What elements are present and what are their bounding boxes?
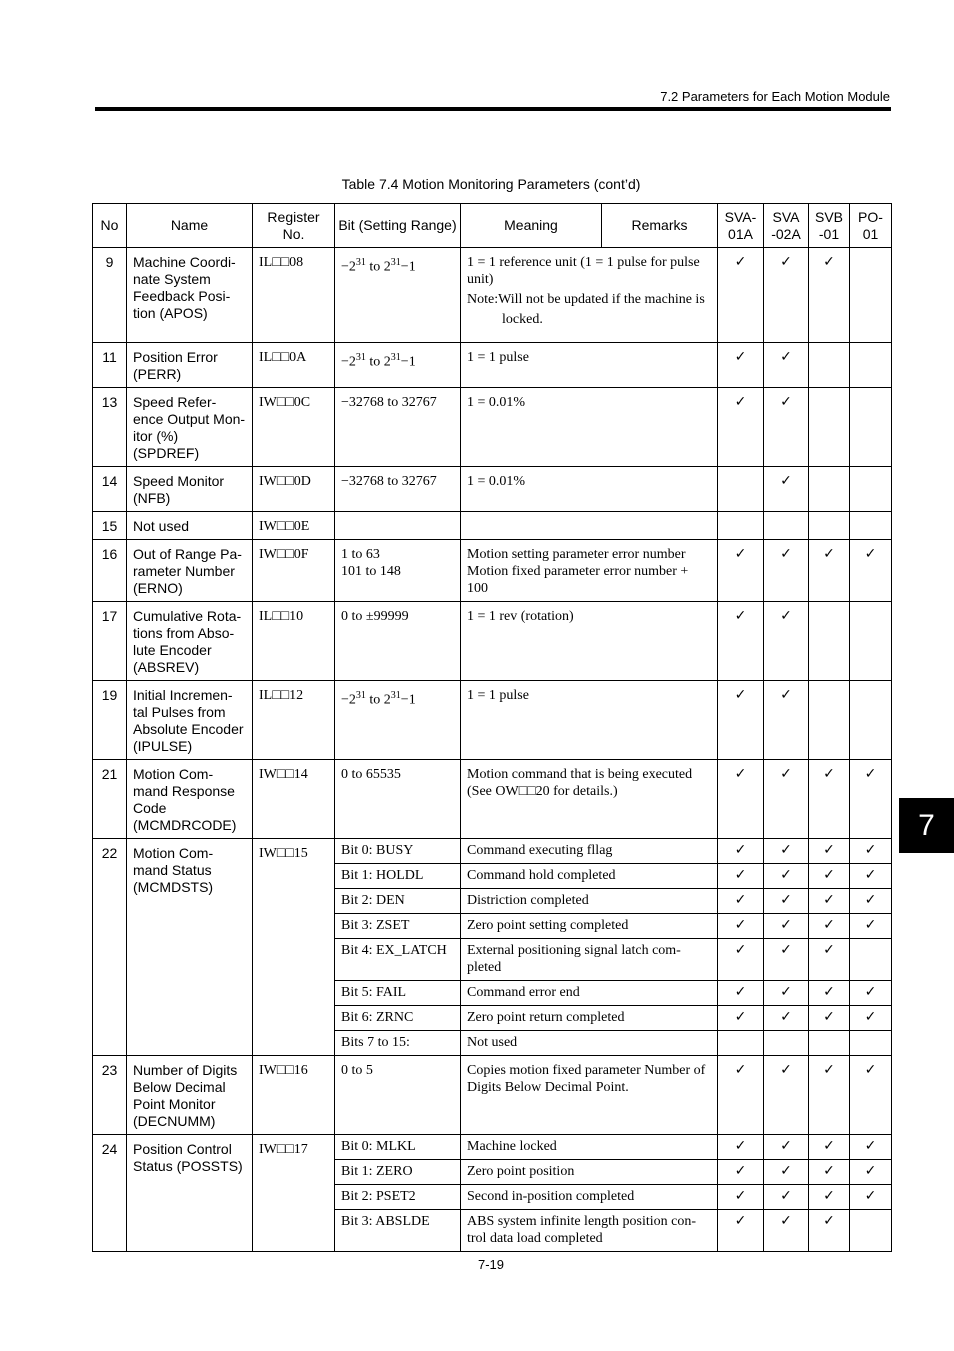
row-register: IW□□0C	[253, 388, 335, 467]
row-name: Position Error (PERR)	[127, 343, 253, 388]
check-sva01a: ✓	[718, 981, 764, 1006]
table-row	[93, 540, 892, 602]
check-svb01: ✓	[809, 1135, 850, 1160]
row-name: Out of Range Pa-rameter Number (ERNO)	[127, 540, 253, 602]
row-meaning: Motion command that is being executed (See OW□□20 for details.)	[461, 760, 718, 839]
check-sva02a: ✓	[764, 602, 809, 681]
row-bit: 0 to 5	[335, 1056, 461, 1135]
row-bit: Bit 3: ZSET	[335, 914, 461, 939]
row-register: IW□□15	[253, 839, 335, 1056]
table-row	[93, 1056, 892, 1135]
row-no: 9	[93, 248, 127, 343]
col-remarks: Remarks	[602, 204, 718, 248]
row-bit: Bit 3: ABSLDE	[335, 1210, 461, 1252]
row-bit: −32768 to 32767	[335, 388, 461, 467]
row-bit: Bits 7 to 15:	[335, 1031, 461, 1056]
col-meaning: Meaning	[461, 204, 602, 248]
check-svb01: ✓	[809, 939, 850, 981]
row-name: Motion Com-mand Response Code (MCMDRCODE)	[127, 760, 253, 839]
row-no: 13	[93, 388, 127, 467]
col-sva01a: SVA-01A	[718, 204, 764, 248]
row-meaning: Command error end	[461, 981, 718, 1006]
check-svb01	[809, 512, 850, 540]
row-meaning: Not used	[461, 1031, 718, 1056]
check-svb01: ✓	[809, 1056, 850, 1135]
row-bit: 0 to ±99999	[335, 602, 461, 681]
row-register: IL□□08	[253, 248, 335, 343]
check-po01: ✓	[850, 864, 892, 889]
check-sva01a: ✓	[718, 1056, 764, 1135]
row-bit: 0 to 65535	[335, 760, 461, 839]
check-sva02a: ✓	[764, 1185, 809, 1210]
row-bit: Bit 1: HOLDL	[335, 864, 461, 889]
check-po01	[850, 343, 892, 388]
check-svb01: ✓	[809, 760, 850, 839]
check-sva01a: ✓	[718, 681, 764, 760]
row-register: IW□□0D	[253, 467, 335, 512]
check-svb01: ✓	[809, 839, 850, 864]
check-po01: ✓	[850, 540, 892, 602]
running-header: 7.2 Parameters for Each Motion Module	[660, 89, 890, 104]
col-svb01: SVB -01	[809, 204, 850, 248]
check-po01	[850, 248, 892, 343]
check-sva01a: ✓	[718, 388, 764, 467]
check-sva02a: ✓	[764, 388, 809, 467]
check-sva01a: ✓	[718, 914, 764, 939]
row-meaning: Machine locked	[461, 1135, 718, 1160]
row-name: Number of Digits Below Decimal Point Monitor (DECNUMM)	[127, 1056, 253, 1135]
check-sva02a: ✓	[764, 760, 809, 839]
row-meaning: Zero point return completed	[461, 1006, 718, 1031]
check-sva02a: ✓	[764, 914, 809, 939]
check-svb01	[809, 681, 850, 760]
row-register: IW□□0F	[253, 540, 335, 602]
check-sva01a: ✓	[718, 1006, 764, 1031]
check-po01: ✓	[850, 760, 892, 839]
check-svb01	[809, 1031, 850, 1056]
check-svb01	[809, 388, 850, 467]
row-bit: Bit 5: FAIL	[335, 981, 461, 1006]
table-row	[93, 602, 892, 681]
check-po01	[850, 467, 892, 512]
row-meaning: Zero point setting completed	[461, 914, 718, 939]
check-svb01: ✓	[809, 864, 850, 889]
check-sva01a: ✓	[718, 1210, 764, 1252]
row-no: 19	[93, 681, 127, 760]
row-meaning: 1 = 0.01%	[461, 467, 718, 512]
row-bit: Bit 1: ZERO	[335, 1160, 461, 1185]
check-svb01: ✓	[809, 1185, 850, 1210]
row-register: IL□□12	[253, 681, 335, 760]
check-po01: ✓	[850, 1160, 892, 1185]
row-no: 14	[93, 467, 127, 512]
row-no: 23	[93, 1056, 127, 1135]
table-row	[93, 467, 892, 512]
row-name: Machine Coordi-nate System Feedback Posi-tion (APOS)	[127, 248, 253, 343]
check-sva02a: ✓	[764, 1210, 809, 1252]
motion-monitoring-parameters-table	[92, 203, 892, 1252]
row-no: 24	[93, 1135, 127, 1252]
check-sva02a: ✓	[764, 864, 809, 889]
check-po01	[850, 602, 892, 681]
row-name: Speed Refer-ence Output Mon-itor (%) (SPDREF)	[127, 388, 253, 467]
check-sva01a	[718, 512, 764, 540]
check-po01: ✓	[850, 839, 892, 864]
check-po01: ✓	[850, 1056, 892, 1135]
check-po01: ✓	[850, 914, 892, 939]
check-po01: ✓	[850, 889, 892, 914]
check-po01	[850, 1031, 892, 1056]
table-body	[93, 248, 892, 1252]
check-sva01a: ✓	[718, 864, 764, 889]
check-sva01a: ✓	[718, 343, 764, 388]
check-po01	[850, 939, 892, 981]
check-svb01: ✓	[809, 1210, 850, 1252]
check-sva01a	[718, 1031, 764, 1056]
row-no: 17	[93, 602, 127, 681]
table-row	[93, 343, 892, 388]
table-row	[93, 760, 892, 839]
table-row	[93, 248, 892, 343]
table-row	[93, 1135, 892, 1160]
row-register: IW□□0E	[253, 512, 335, 540]
check-po01	[850, 512, 892, 540]
row-register: IL□□10	[253, 602, 335, 681]
row-bit	[335, 512, 461, 540]
check-sva02a: ✓	[764, 1006, 809, 1031]
check-sva02a: ✓	[764, 467, 809, 512]
check-svb01: ✓	[809, 248, 850, 343]
row-register: IW□□16	[253, 1056, 335, 1135]
row-bit: −32768 to 32767	[335, 467, 461, 512]
check-sva02a: ✓	[764, 1056, 809, 1135]
table-row	[93, 681, 892, 760]
check-sva02a: ✓	[764, 939, 809, 981]
check-sva02a: ✓	[764, 343, 809, 388]
row-meaning: ABS system infinite length position con-trol data load completed	[461, 1210, 718, 1252]
check-po01	[850, 388, 892, 467]
row-bit: $-2^{31}$ to $2^{31}-1$	[335, 681, 461, 760]
row-bit: Bit 2: PSET2	[335, 1185, 461, 1210]
chapter-tab: 7	[899, 798, 954, 853]
row-meaning: 1 = 1 rev (rotation)	[461, 602, 718, 681]
row-meaning: 1 = 1 pulse	[461, 681, 718, 760]
table-row	[93, 512, 892, 540]
col-po01: PO-01	[850, 204, 892, 248]
row-no: 22	[93, 839, 127, 1056]
check-sva02a: ✓	[764, 981, 809, 1006]
check-sva02a: ✓	[764, 1135, 809, 1160]
row-meaning: Second in-position completed	[461, 1185, 718, 1210]
row-meaning	[461, 512, 718, 540]
row-name: Not used	[127, 512, 253, 540]
check-sva02a	[764, 512, 809, 540]
check-svb01: ✓	[809, 914, 850, 939]
check-svb01: ✓	[809, 1006, 850, 1031]
check-sva02a: ✓	[764, 889, 809, 914]
row-bit: Bit 0: MLKL	[335, 1135, 461, 1160]
check-sva01a: ✓	[718, 1185, 764, 1210]
check-sva02a: ✓	[764, 1160, 809, 1185]
row-bit: $-2^{31}$ to $2^{31}-1$	[335, 343, 461, 388]
row-bit: Bit 4: EX_LATCH	[335, 939, 461, 981]
table-row	[93, 839, 892, 864]
row-no: 21	[93, 760, 127, 839]
check-sva01a: ✓	[718, 939, 764, 981]
check-sva01a: ✓	[718, 889, 764, 914]
row-bit: 1 to 63 101 to 148	[335, 540, 461, 602]
check-po01: ✓	[850, 1135, 892, 1160]
row-meaning: 1 = 1 pulse	[461, 343, 718, 388]
row-register: IW□□17	[253, 1135, 335, 1252]
check-po01: ✓	[850, 1006, 892, 1031]
col-no: No	[93, 204, 127, 248]
check-po01	[850, 681, 892, 760]
row-name: Position Control Status (POSSTS)	[127, 1135, 253, 1252]
table-row	[93, 388, 892, 467]
row-meaning: 1 = 0.01%	[461, 388, 718, 467]
col-sva02a: SVA -02A	[764, 204, 809, 248]
row-name: Speed Monitor (NFB)	[127, 467, 253, 512]
row-meaning: Distriction completed	[461, 889, 718, 914]
row-no: 16	[93, 540, 127, 602]
header-rule	[95, 107, 891, 111]
check-sva01a: ✓	[718, 839, 764, 864]
row-name: Cumulative Rota-tions from Abso-lute Encoder (ABSREV)	[127, 602, 253, 681]
check-svb01: ✓	[809, 889, 850, 914]
col-register: Register No.	[253, 204, 335, 248]
row-bit: Bit 6: ZRNC	[335, 1006, 461, 1031]
check-po01: ✓	[850, 981, 892, 1006]
row-bit: Bit 0: BUSY	[335, 839, 461, 864]
check-svb01: ✓	[809, 540, 850, 602]
page-number: 7-19	[477, 1257, 505, 1272]
check-sva01a: ✓	[718, 540, 764, 602]
col-bit: Bit (Setting Range)	[335, 204, 461, 248]
row-bit: Bit 2: DEN	[335, 889, 461, 914]
check-sva01a	[718, 467, 764, 512]
check-sva01a: ✓	[718, 1135, 764, 1160]
check-svb01	[809, 343, 850, 388]
check-sva01a: ✓	[718, 248, 764, 343]
check-svb01	[809, 467, 850, 512]
row-name: Motion Com-mand Status (MCMDSTS)	[127, 839, 253, 1056]
row-register: IW□□14	[253, 760, 335, 839]
row-meaning: Zero point position	[461, 1160, 718, 1185]
row-name: Initial Incremen-tal Pulses from Absolute Encoder (IPULSE)	[127, 681, 253, 760]
row-meaning: Command executing fllag	[461, 839, 718, 864]
row-meaning: 1 = 1 reference unit (1 = 1 pulse for pulse unit) Note:Will not be updated if the machine is locked.	[461, 248, 718, 343]
row-no: 11	[93, 343, 127, 388]
check-sva02a: ✓	[764, 540, 809, 602]
row-meaning: Copies motion fixed parameter Number of Digits Below Decimal Point.	[461, 1056, 718, 1135]
check-svb01	[809, 602, 850, 681]
check-sva02a	[764, 1031, 809, 1056]
row-meaning: Command hold completed	[461, 864, 718, 889]
table-caption: Table 7.4 Motion Monitoring Parameters (cont’d)	[341, 176, 641, 192]
check-svb01: ✓	[809, 1160, 850, 1185]
row-no: 15	[93, 512, 127, 540]
col-name: Name	[127, 204, 253, 248]
check-sva02a: ✓	[764, 248, 809, 343]
row-meaning: Motion setting parameter error number Motion fixed parameter error number + 100	[461, 540, 718, 602]
check-po01: ✓	[850, 1185, 892, 1210]
check-sva01a: ✓	[718, 1160, 764, 1185]
check-sva02a: ✓	[764, 681, 809, 760]
check-sva01a: ✓	[718, 760, 764, 839]
row-bit: $-2^{31}$ to $2^{31}-1$	[335, 248, 461, 343]
row-meaning: External positioning signal latch com-pleted	[461, 939, 718, 981]
check-po01	[850, 1210, 892, 1252]
check-sva01a: ✓	[718, 602, 764, 681]
check-sva02a: ✓	[764, 839, 809, 864]
check-svb01: ✓	[809, 981, 850, 1006]
row-register: IL□□0A	[253, 343, 335, 388]
